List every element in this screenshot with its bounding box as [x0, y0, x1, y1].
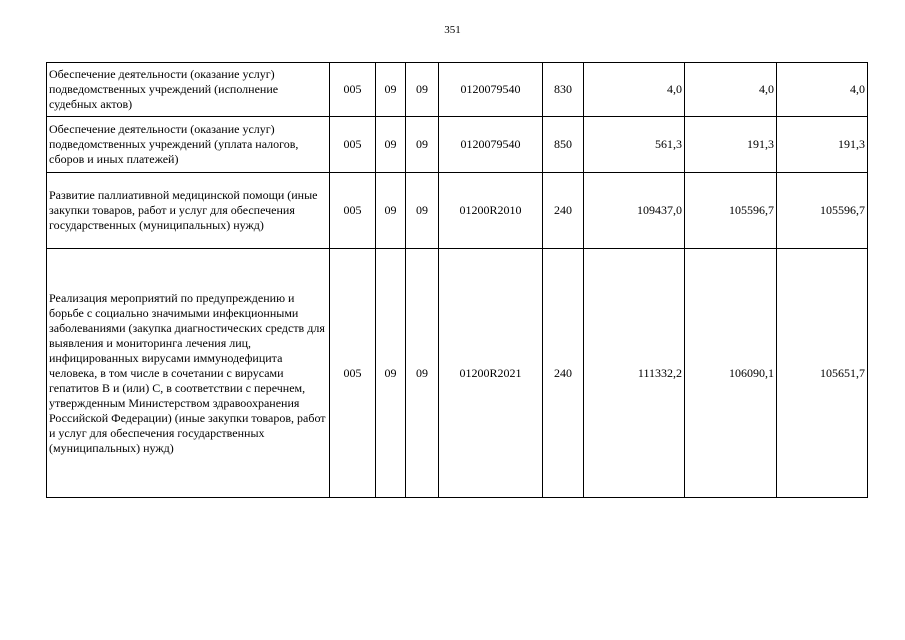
amount-2: 4,0 [685, 63, 777, 117]
ministry-code: 005 [330, 117, 376, 173]
expense-type-code: 240 [543, 249, 584, 498]
target-article-code: 01200R2010 [439, 173, 543, 249]
row-name: Реализация мероприятий по предупреждению и борьбе с социально значимыми инфекционными заболеваниями (закупка диагностических средств для выявления и мониторинга лечения лиц, инфицированных вирусами иммунодефицита человека, в том числе в сочетании с вирусами гепатитов B и (или) C, в соответствии с перечнем, утвержденным Министерством здравоохранения Российской Федерации) (иные закупки товаров, работ и услуг для обеспечения государственных (муниципальных) нужд) [47, 249, 330, 498]
row-name: Обеспечение деятельности (оказание услуг) подведомственных учреждений (исполнение судебных актов) [47, 63, 330, 117]
amount-1: 561,3 [584, 117, 685, 173]
section-code: 09 [376, 173, 406, 249]
budget-table [46, 62, 868, 498]
ministry-code: 005 [330, 249, 376, 498]
table-row [47, 117, 868, 173]
ministry-code: 005 [330, 63, 376, 117]
amount-3: 4,0 [777, 63, 868, 117]
table-row [47, 63, 868, 117]
section-code: 09 [376, 117, 406, 173]
row-name: Обеспечение деятельности (оказание услуг) подведомственных учреждений (уплата налогов, сборов и иных платежей) [47, 117, 330, 173]
amount-1: 109437,0 [584, 173, 685, 249]
expense-type-code: 850 [543, 117, 584, 173]
subsection-code: 09 [406, 173, 439, 249]
ministry-code: 005 [330, 173, 376, 249]
amount-1: 4,0 [584, 63, 685, 117]
target-article-code: 0120079540 [439, 63, 543, 117]
amount-3: 105596,7 [777, 173, 868, 249]
subsection-code: 09 [406, 117, 439, 173]
target-article-code: 0120079540 [439, 117, 543, 173]
expense-type-code: 830 [543, 63, 584, 117]
amount-2: 106090,1 [685, 249, 777, 498]
table-row [47, 249, 868, 498]
expense-type-code: 240 [543, 173, 584, 249]
subsection-code: 09 [406, 249, 439, 498]
amount-2: 191,3 [685, 117, 777, 173]
section-code: 09 [376, 63, 406, 117]
target-article-code: 01200R2021 [439, 249, 543, 498]
table-row [47, 173, 868, 249]
amount-1: 111332,2 [584, 249, 685, 498]
subsection-code: 09 [406, 63, 439, 117]
page-number: 351 [444, 24, 461, 36]
amount-3: 191,3 [777, 117, 868, 173]
amount-2: 105596,7 [685, 173, 777, 249]
row-name: Развитие паллиативной медицинской помощи (иные закупки товаров, работ и услуг для обеспечения государственных (муниципальных) нужд) [47, 173, 330, 249]
amount-3: 105651,7 [777, 249, 868, 498]
section-code: 09 [376, 249, 406, 498]
